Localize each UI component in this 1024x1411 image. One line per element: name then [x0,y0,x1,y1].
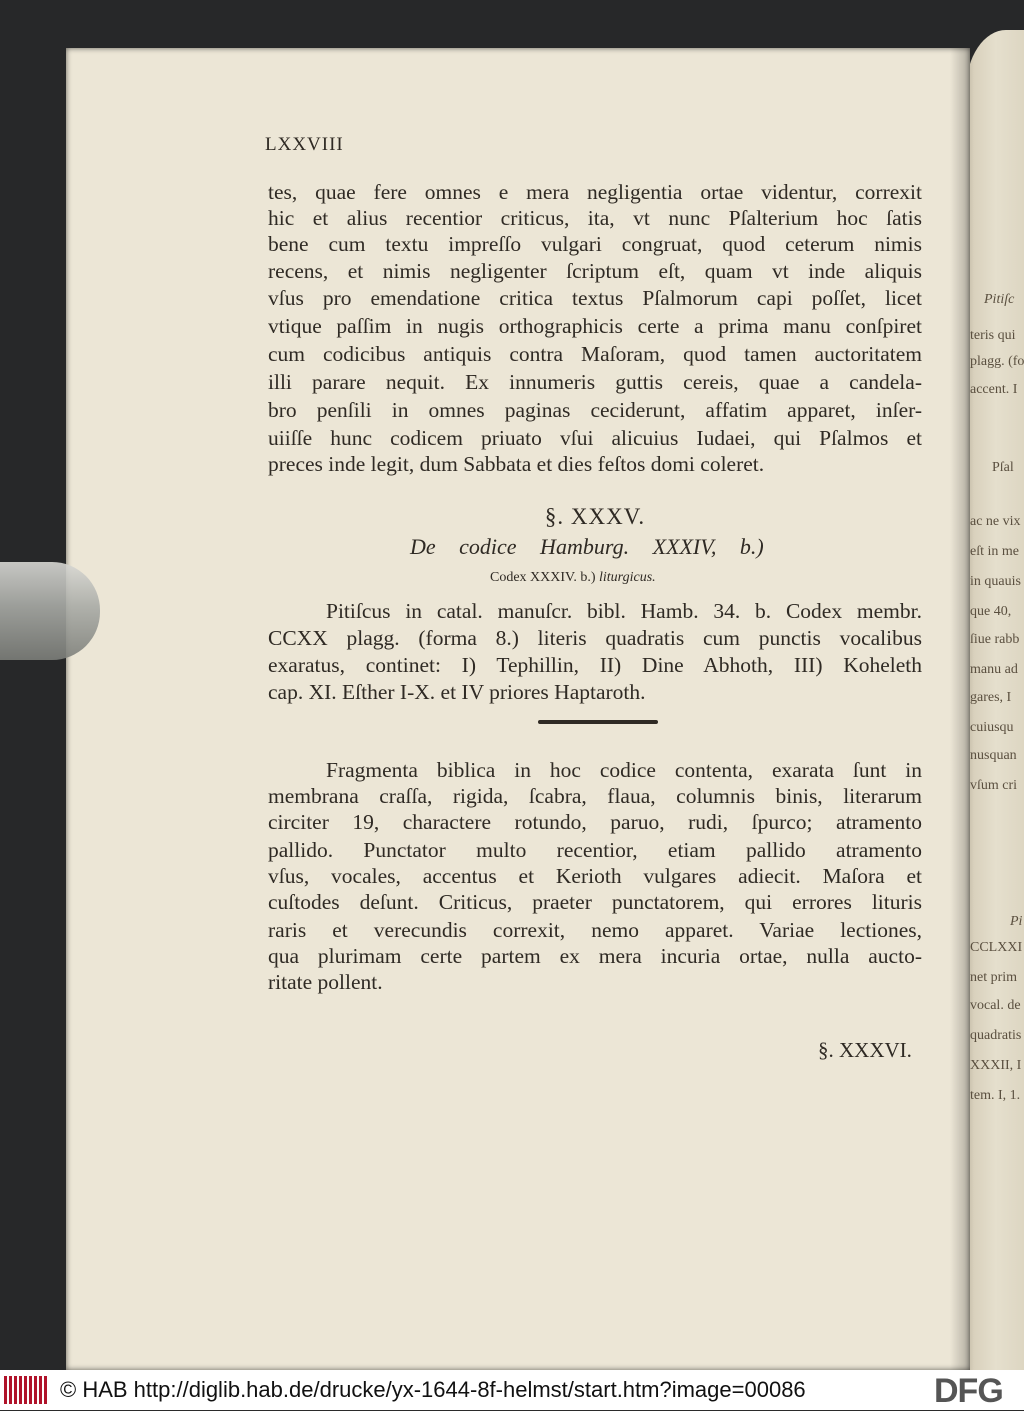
section-heading: §. XXXV. [544,504,646,529]
paragraph-line: membrana craſſa, rigida, ſcabra, flaua, columnis binis, literarum [268,784,922,808]
paragraph-line: vtique paſſim in nugis orthographicis certe a prima manu conſpiret [268,314,922,338]
paragraph-line: hic et alius recentior criticus, ita, vt nunc Pſalterium hoc ſatis [268,206,922,230]
page-gutter-shadow [950,48,970,1370]
adjacent-page-fragment: plagg. (fo [970,354,1024,369]
adjacent-page-fragment: Pi [1010,914,1023,929]
paragraph-line: raris et verecundis correxit, nemo apparet. Variae lectiones, [268,918,922,942]
adjacent-page-fragment: CCLXXI [970,940,1023,955]
paragraph-line: cum codicibus antiquis contra Maſoram, quod tamen auctoritatem [268,342,922,366]
paragraph-line: cap. XI. Eſther I-X. et IV priores Haptaroth. [268,680,646,704]
paragraph-line: tes, quae fere omnes e mera negligentia ortae videntur, correxit [268,180,922,204]
adjacent-page-fragment: accent. I [970,382,1018,397]
paragraph-line: bene cum textu impreſſo vulgari congruat, quod ceterum nimis [268,232,922,256]
adjacent-page-fragment: XXXII, I [970,1058,1022,1073]
paragraph-line: uiiſſe hunc codicem priuato vſui alicuius Iudaei, qui Pſalmos et [268,426,922,450]
adjacent-page-fragment: que 40, [970,604,1012,619]
adjacent-page-fragment: cuiusqu [970,720,1014,735]
adjacent-page-fragment: ſiue rabb [970,632,1020,647]
paragraph-line: bro penſili in omnes paginas ceciderunt, affatim apparet, inſer- [268,398,922,422]
adjacent-page-fragment: Pitiſc [984,292,1015,307]
adjacent-page-fragment: gares, I [970,690,1012,705]
page-holder-clip [0,562,100,660]
paragraph-line: cuſtodes deſunt. Criticus, praeter punctatorem, qui errores lituris [268,890,922,914]
paragraph-line: illi parare nequit. Ex innumeris guttis cereis, quae a candela- [268,370,922,394]
paragraph-line: pallido. Punctator multo recentior, etiam pallido atramento [268,838,922,862]
paragraph-line: Fragmenta biblica in hoc codice contenta, exarata ſunt in [326,758,922,782]
adjacent-page-fragment: manu ad [970,662,1018,677]
adjacent-page-fragment: ac ne vix [970,514,1021,529]
paragraph-line: CCXX plagg. (forma 8.) literis quadratis cum punctis vocalibus [268,626,922,650]
paragraph-line: qua plurimam certe partem ex mera incuria ortae, nulla aucto- [268,944,922,968]
paragraph-line: vſus pro emendatione critica textus Pſalmorum capi poſſet, licet [268,286,922,310]
adjacent-page-fragment: net prim [970,970,1018,985]
paragraph-line: exaratus, continet: I) Tephillin, II) Dine Abhoth, III) Koheleth [268,653,922,677]
adjacent-page-fragment: quadratis [970,1028,1022,1043]
adjacent-page-fragment: vocal. de [970,998,1021,1013]
paragraph-line: circiter 19, charactere rotundo, paruo, rudi, ſpurco; atramento [268,810,922,834]
section-subtitle-text: Codex XXXIV. b.) [490,570,596,585]
section-subtitle [490,570,656,586]
hab-logo-icon [4,1376,48,1404]
adjacent-page-fragment: tem. I, 1. [970,1088,1021,1103]
paragraph-line: ritate pollent. [268,970,383,994]
section-divider-rule [538,720,658,724]
adjacent-page-fragment: eſt in me [970,544,1019,559]
paragraph-line: Pitiſcus in catal. manuſcr. bibl. Hamb. 34. b. Codex membr. [326,599,922,623]
section-title: De codice Hamburg. XXXIV, b.) [410,534,764,559]
paragraph-line: vſus, vocales, accentus et Kerioth vulgares adiecit. Maſora et [268,864,922,888]
running-head: LXXVIII [265,134,344,155]
adjacent-page-fragment: teris qui [970,328,1016,343]
adjacent-page [966,30,1024,1370]
adjacent-page-fragment: in quauis [970,574,1021,589]
catchword: §. XXXVI. [818,1038,912,1062]
footer-url-link[interactable]: © HAB http://diglib.hab.de/drucke/yx-1644-8f-helmst/start.htm?image=00086 [60,1377,806,1402]
paragraph-line: preces inde legit, dum Sabbata et dies feſtos domi coleret. [268,452,765,476]
section-subtitle-italic: liturgicus. [599,570,656,585]
adjacent-page-fragment: vſum cri [970,778,1018,793]
paragraph-line: recens, et nimis negligenter ſcriptum eſt, quam vt inde aliquis [268,259,922,283]
dfg-logo: DFG [934,1372,1003,1410]
viewer-footer [0,1370,1024,1410]
adjacent-page-fragment: Pſal [992,460,1014,475]
adjacent-page-fragment: nusquan [970,748,1017,763]
